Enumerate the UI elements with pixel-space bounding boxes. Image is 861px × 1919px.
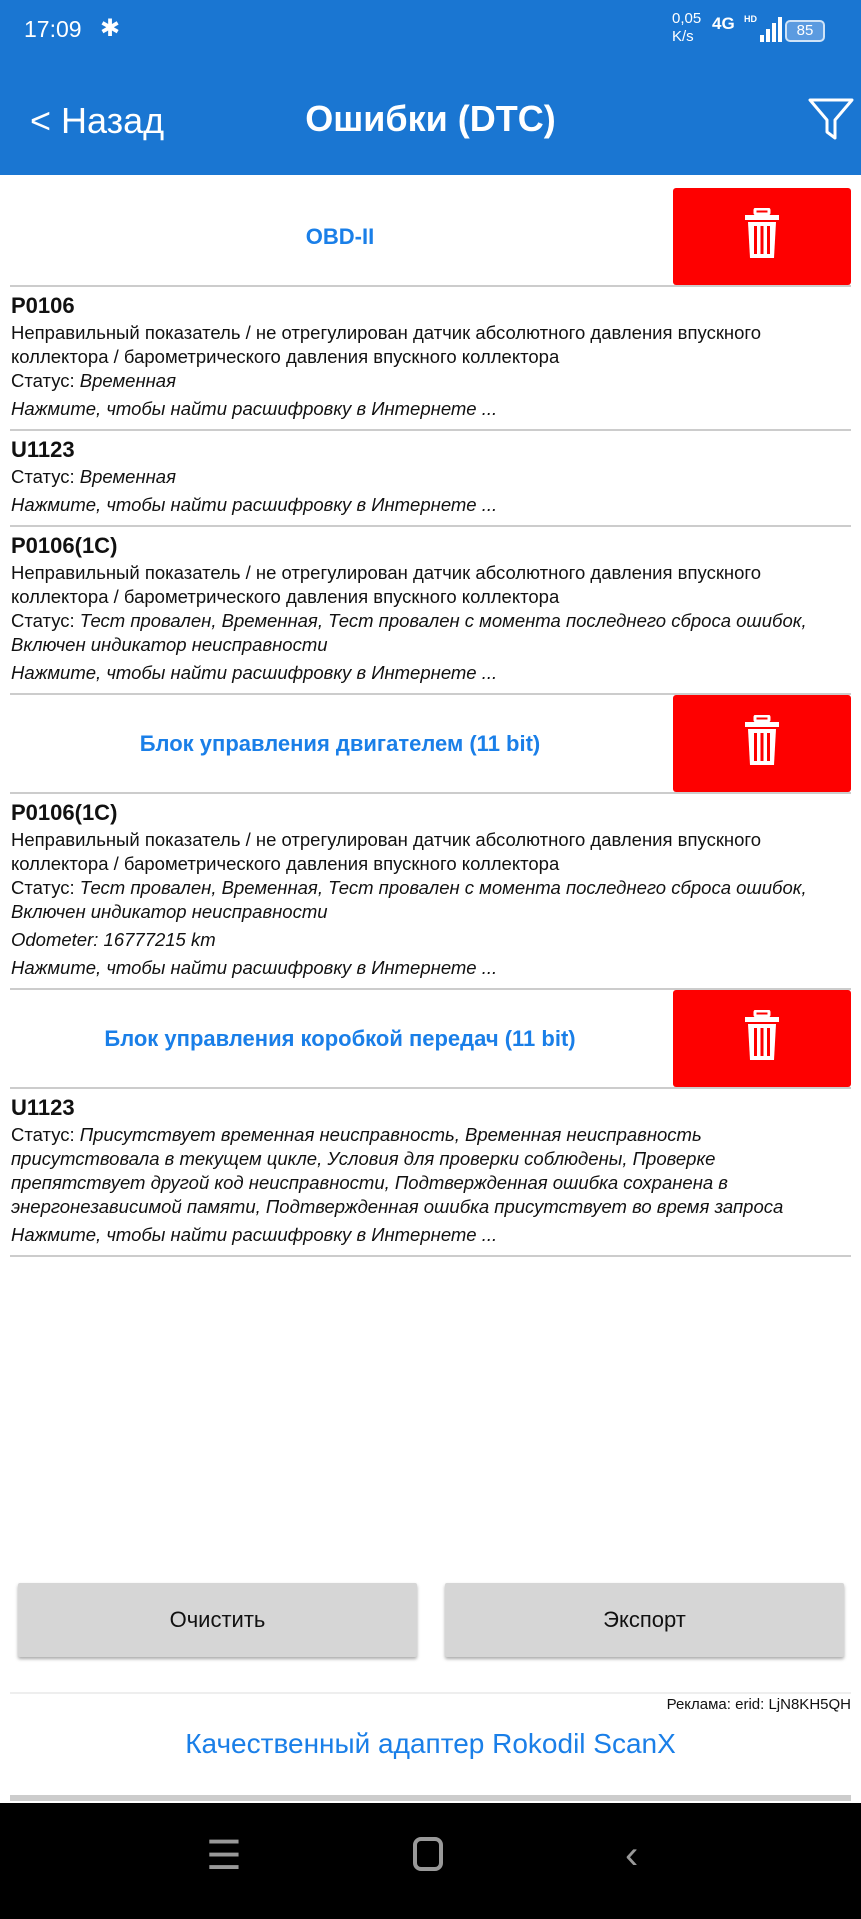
network-type: 4G (712, 14, 735, 33)
trash-icon (744, 715, 780, 772)
dtc-status (11, 1123, 851, 1219)
delete-button[interactable] (673, 990, 851, 1087)
back-button[interactable]: < Назад (30, 100, 165, 141)
dtc-description: Неправильный показатель / не отрегулирован датчик абсолютного давления впускного коллектора / барометрического давления впускного коллектора (11, 322, 762, 367)
home-icon[interactable] (413, 1837, 443, 1871)
search-online-link[interactable]: Нажмите, чтобы найти расшифровку в Интернете ... (11, 398, 498, 419)
dtc-entry[interactable] (10, 1089, 851, 1257)
status-bar (0, 0, 861, 62)
trash-icon (744, 208, 780, 265)
section-title[interactable]: OBD-II (305, 224, 375, 249)
dtc-status (11, 369, 851, 393)
status-label: Статус: (11, 370, 80, 391)
section-header (10, 188, 851, 287)
status-label: Статус: (11, 610, 80, 631)
dtc-status (11, 465, 851, 489)
dtc-code: P0106(1C) (11, 533, 118, 558)
filter-icon[interactable] (808, 96, 854, 142)
search-online-link[interactable]: Нажмите, чтобы найти расшифровку в Интернете ... (11, 494, 498, 515)
section-header (10, 695, 851, 794)
divider (10, 1692, 851, 1694)
dtc-status (11, 876, 851, 924)
status-value: Присутствует временная неисправность, Временная неисправность присутствовала в текущем цикле, Условия для проверки соблюдены, Проверке препятствует другой код неисправности, Подтвержденная ошибка сохранена в энергонезависимой памяти, Подтвержденная ошибка присутствует во время запроса (11, 1124, 784, 1217)
search-online-link[interactable]: Нажмите, чтобы найти расшифровку в Интернете ... (11, 957, 498, 978)
dtc-code: P0106 (11, 293, 75, 318)
search-online-link[interactable]: Нажмите, чтобы найти расшифровку в Интернете ... (11, 1224, 498, 1245)
dtc-entry[interactable] (10, 431, 851, 527)
bluetooth-icon: ✱ (100, 15, 121, 42)
delete-button[interactable] (673, 188, 851, 285)
odometer: Odometer: 16777215 km (11, 929, 216, 950)
dtc-code: P0106(1C) (11, 800, 118, 825)
clear-button[interactable]: Очистить (18, 1583, 417, 1657)
dtc-code: U1123 (11, 1095, 75, 1120)
menu-icon[interactable]: ☰ (206, 1834, 242, 1878)
signal-icon (744, 14, 782, 42)
trash-icon (744, 1010, 780, 1067)
app-bar (0, 62, 861, 175)
dtc-description: Неправильный показатель / не отрегулирован датчик абсолютного давления впускного коллектора / барометрического давления впускного коллектора (11, 562, 762, 607)
section-header (10, 990, 851, 1089)
dtc-entry[interactable] (10, 287, 851, 431)
dtc-entry[interactable] (10, 794, 851, 990)
export-button[interactable]: Экспорт (445, 1583, 844, 1657)
dtc-entry[interactable] (10, 527, 851, 695)
status-label: Статус: (11, 466, 80, 487)
search-online-link[interactable]: Нажмите, чтобы найти расшифровку в Интернете ... (11, 662, 498, 683)
status-value: Временная (79, 370, 176, 391)
status-label: Статус: (11, 877, 80, 898)
signal-bar (772, 23, 776, 42)
signal-bar (760, 35, 764, 42)
section-title[interactable]: Блок управления коробкой передач (11 bit) (104, 1026, 576, 1051)
status-value: Тест провален, Временная, Тест провален с момента последнего сброса ошибок, Включен индикатор неисправности (11, 877, 807, 922)
dtc-status (11, 609, 851, 657)
dtc-list (10, 188, 851, 1257)
clock: 17:09 (24, 16, 82, 42)
dtc-code: U1123 (11, 437, 75, 462)
page-title: Ошибки (DTC) (305, 98, 556, 139)
speed-unit: K/s (672, 28, 694, 45)
section-title[interactable]: Блок управления двигателем (11 bit) (139, 731, 541, 756)
hd-label: HD (744, 14, 757, 24)
ad-bottom-bar (10, 1795, 851, 1801)
signal-bar (766, 29, 770, 42)
back-nav-icon[interactable]: ‹ (625, 1833, 639, 1877)
status-value: Временная (79, 466, 176, 487)
delete-button[interactable] (673, 695, 851, 792)
battery-icon: 85 (785, 20, 825, 42)
status-value: Тест провален, Временная, Тест провален с момента последнего сброса ошибок, Включен индикатор неисправности (11, 610, 807, 655)
dtc-description: Неправильный показатель / не отрегулирован датчик абсолютного давления впускного коллектора / барометрического давления впускного коллектора (11, 829, 762, 874)
status-label: Статус: (11, 1124, 80, 1145)
ad-link[interactable]: Качественный адаптер Rokodil ScanX (185, 1728, 676, 1759)
network-speed (672, 10, 701, 46)
navigation-bar (0, 1803, 861, 1919)
signal-bar (778, 17, 782, 42)
speed-value: 0,05 (672, 10, 702, 27)
ad-label: Реклама: erid: LjN8KH5QH (666, 1696, 851, 1713)
